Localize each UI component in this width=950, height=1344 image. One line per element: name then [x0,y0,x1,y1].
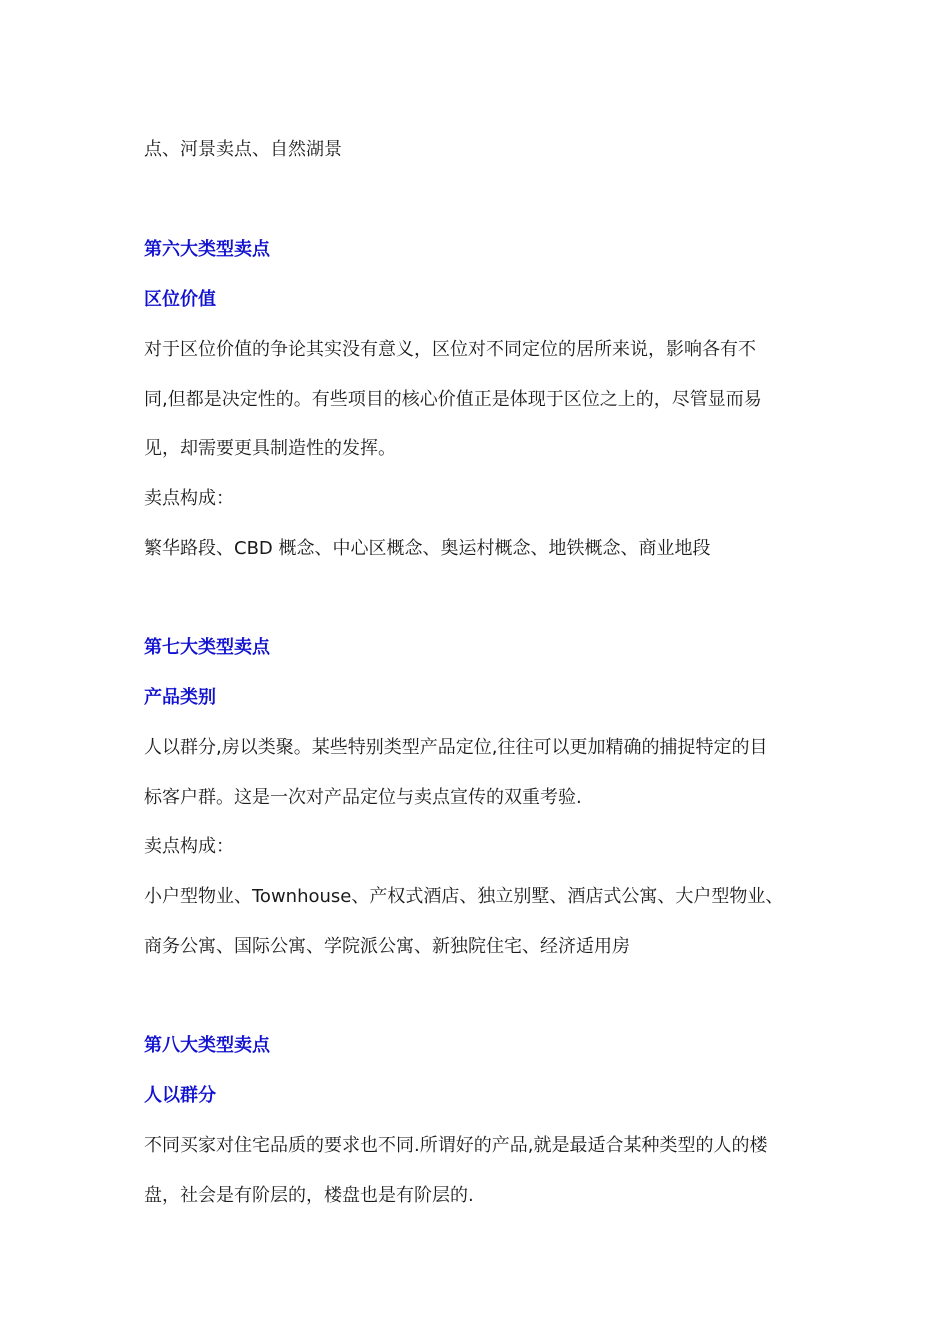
section-8-subheading: 人以群分 [144,1085,216,1106]
section-7-heading: 第七大类型卖点 [144,637,270,658]
section-6-composition-label: 卖点构成： [144,488,234,509]
section-6-paragraph-line: 同,但都是决定性的。有些项目的核心价值正是体现于区位之上的，尽管显而易 [144,389,762,410]
section-7-composition-line: 小户型物业、Townhouse、产权式酒店、独立别墅、酒店式公寓、大户型物业、 [144,886,784,907]
section-8-paragraph-line: 不同买家对住宅品质的要求也不同.所谓好的产品,就是最适合某种类型的人的楼 [144,1135,768,1156]
section-6-heading: 第六大类型卖点 [144,239,270,260]
section-8-heading: 第八大类型卖点 [144,1035,270,1056]
section-7-paragraph-line: 人以群分,房以类聚。某些特别类型产品定位,往往可以更加精确的捕捉特定的目 [144,737,768,758]
section-7-subheading: 产品类别 [144,687,216,708]
section-7-composition-label: 卖点构成： [144,836,234,857]
section-6-paragraph-line: 对于区位价值的争论其实没有意义，区位对不同定位的居所来说，影响各有不 [144,339,756,360]
section-7-composition-line: 商务公寓、国际公寓、学院派公寓、新独院住宅、经济适用房 [144,936,630,957]
intro-tail-line: 点、河景卖点、自然湖景 [144,139,342,160]
section-6-composition-line: 繁华路段、CBD 概念、中心区概念、奥运村概念、地铁概念、商业地段 [144,538,711,559]
section-7-paragraph-line: 标客户群。这是一次对产品定位与卖点宣传的双重考验. [144,787,582,808]
section-8-paragraph-line: 盘，社会是有阶层的，楼盘也是有阶层的. [144,1185,474,1206]
section-6-paragraph-line: 见，却需要更具制造性的发挥。 [144,438,396,459]
section-6-subheading: 区位价值 [144,289,216,310]
